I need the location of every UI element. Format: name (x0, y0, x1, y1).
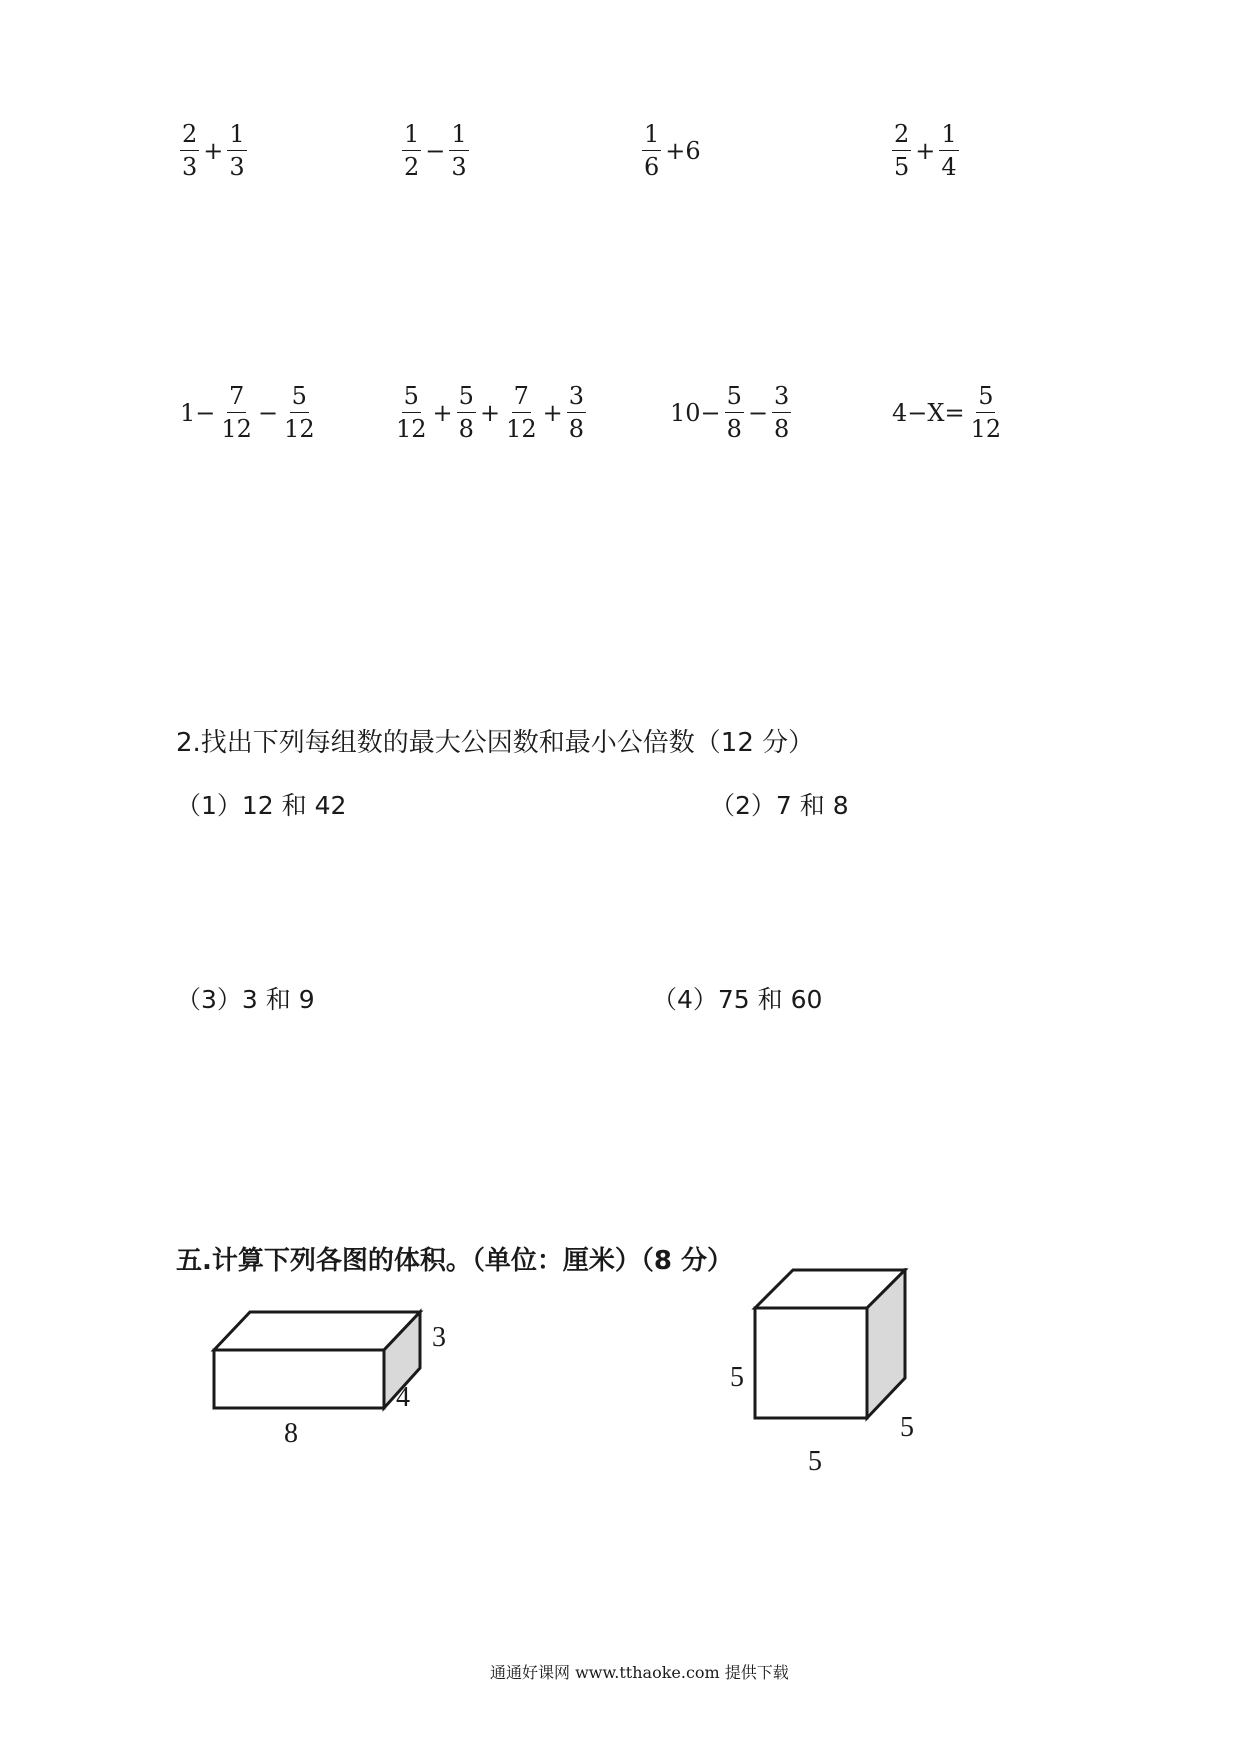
denominator: 12 (506, 415, 537, 443)
fraction (939, 122, 958, 179)
numerator: 5 (725, 384, 744, 413)
fraction (567, 384, 586, 441)
fraction (642, 122, 661, 179)
operator: +6 (665, 136, 701, 165)
fraction (725, 384, 744, 441)
cuboid-figure (200, 1300, 460, 1460)
denominator: 8 (458, 415, 474, 443)
numerator: 5 (402, 384, 421, 413)
fraction (449, 122, 468, 179)
denominator: 12 (221, 415, 252, 443)
cube-front-face (755, 1308, 867, 1418)
denominator: 3 (229, 153, 245, 181)
numerator: 2 (892, 122, 911, 151)
denominator: 2 (404, 153, 420, 181)
cube-side-edge-label: 5 (900, 1412, 914, 1443)
operator: + (203, 136, 224, 165)
expr-row1-2 (400, 122, 471, 179)
question-2-item-1: （1）12 和 42 (176, 791, 347, 820)
denominator: 12 (396, 415, 427, 443)
operator: + (432, 398, 453, 427)
numerator: 3 (772, 384, 791, 413)
fraction (219, 384, 254, 441)
denominator: 8 (568, 415, 584, 443)
fraction (772, 384, 791, 441)
operator: 4−X= (892, 398, 965, 427)
operator: 10− (670, 398, 721, 427)
expr-row2-4 (890, 384, 1005, 441)
fraction (892, 122, 911, 179)
fraction (457, 384, 476, 441)
operator: − (257, 398, 279, 427)
expr-row2-2 (392, 384, 588, 441)
numerator: 1 (227, 122, 246, 151)
numerator: 7 (512, 384, 531, 413)
expr-row2-1 (178, 384, 319, 441)
numerator: 7 (227, 384, 246, 413)
cuboid-height-label: 3 (432, 1322, 446, 1353)
question-2-title: 2.找出下列每组数的最大公因数和最小公倍数（12 分） (176, 728, 815, 758)
denominator: 8 (726, 415, 742, 443)
question-2-item-4: （4）75 和 60 (652, 985, 823, 1014)
numerator: 1 (402, 122, 421, 151)
fraction (227, 122, 246, 179)
numerator: 1 (449, 122, 468, 151)
numerator: 1 (939, 122, 958, 151)
numerator: 1 (642, 122, 661, 151)
operator: + (915, 136, 936, 165)
operator: − (747, 398, 769, 427)
fraction (282, 384, 317, 441)
page-footer: 通通好课网 www.tthaoke.com 提供下载 (490, 1663, 789, 1682)
operator: − (425, 136, 446, 165)
denominator: 3 (182, 153, 198, 181)
question-2-item-2: （2）7 和 8 (710, 791, 849, 820)
denominator: 12 (284, 415, 315, 443)
operator: + (542, 398, 563, 427)
fraction (180, 122, 199, 179)
operator: + (479, 398, 501, 427)
fraction (969, 384, 1004, 441)
cuboid-length-label: 8 (284, 1418, 298, 1449)
numerator: 5 (457, 384, 476, 413)
denominator: 4 (941, 153, 957, 181)
section-5-title: 五.计算下列各图的体积。（单位：厘米）（8 分） (176, 1246, 734, 1276)
numerator: 5 (976, 384, 995, 413)
fraction (402, 122, 421, 179)
denominator: 6 (644, 153, 660, 181)
cuboid-width-label: 4 (396, 1382, 410, 1413)
cube-front-edge-label: 5 (730, 1362, 744, 1393)
denominator: 5 (894, 153, 910, 181)
expr-row1-4 (890, 122, 961, 179)
fraction (394, 384, 429, 441)
denominator: 8 (774, 415, 790, 443)
expr-row2-3 (668, 384, 793, 441)
cuboid-front-face (214, 1350, 384, 1408)
denominator: 3 (451, 153, 467, 181)
expr-row1-3 (640, 122, 703, 179)
question-2-item-3: （3）3 和 9 (176, 985, 315, 1014)
numerator: 2 (180, 122, 199, 151)
operator: 1− (180, 398, 216, 427)
numerator: 5 (290, 384, 309, 413)
numerator: 3 (567, 384, 586, 413)
denominator: 12 (970, 415, 1002, 443)
expr-row1-1 (178, 122, 249, 179)
cube-figure (745, 1268, 925, 1438)
fraction (504, 384, 539, 441)
cube-bottom-edge-label: 5 (808, 1446, 822, 1477)
